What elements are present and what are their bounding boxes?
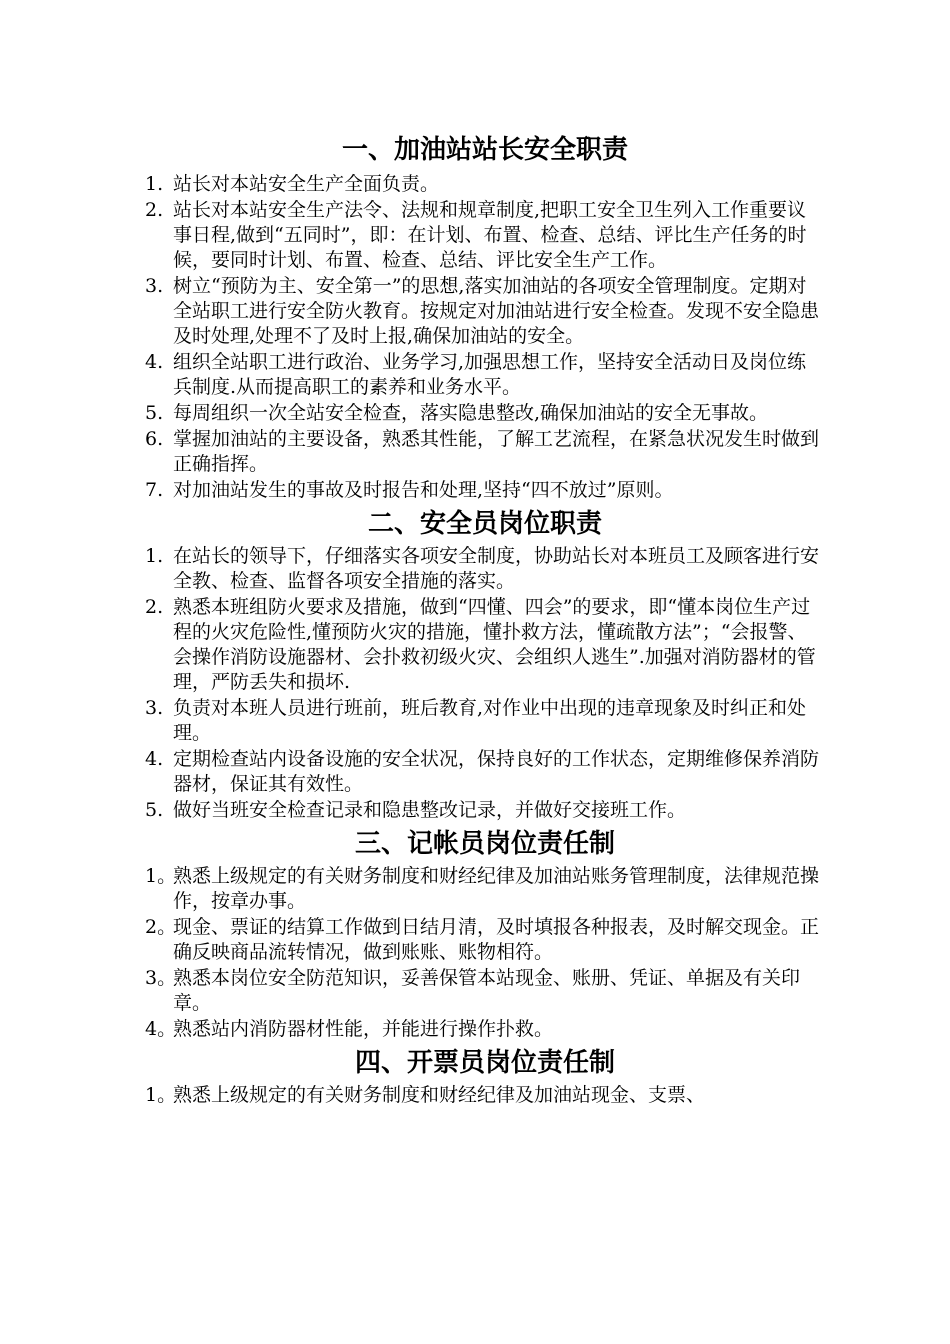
document-page bbox=[145, 130, 825, 1109]
list-item bbox=[145, 966, 825, 1016]
list-item bbox=[145, 747, 825, 797]
item-number: 2. bbox=[145, 596, 164, 618]
item-number: 2。 bbox=[145, 916, 177, 938]
duty-list-safety-officer bbox=[145, 544, 825, 823]
section-title-bookkeeper: 三、记帐员岗位责任制 bbox=[354, 829, 615, 859]
item-number: 1。 bbox=[145, 1084, 177, 1106]
item-text: 组织全站职工进行政治、业务学习,加强思想工作，坚持安全活动日及岗位练兵制度.从而提高职工的素养和业务水平。 bbox=[173, 351, 807, 398]
item-number: 5. bbox=[145, 799, 164, 821]
item-number: 1. bbox=[145, 545, 164, 567]
list-item bbox=[145, 350, 825, 400]
item-text: 掌握加油站的主要设备，熟悉其性能，了解工艺流程，在紧急状况发生时做到正确指挥。 bbox=[173, 428, 820, 475]
item-text: 树立“预防为主、安全第一”的思想,落实加油站的各项安全管理制度。定期对全站职工进行安全防火教育。按规定对加油站进行安全检查。发现不安全隐患及时处理,处理不了及时上报,确保加油站的安全。 bbox=[173, 275, 820, 347]
item-text: 熟悉上级规定的有关财务制度和财经纪律及加油站现金、支票、 bbox=[173, 1084, 706, 1106]
item-number: 1. bbox=[145, 173, 164, 195]
section-title-invoice-clerk: 四、开票员岗位责任制 bbox=[354, 1048, 615, 1078]
list-item bbox=[145, 595, 825, 695]
item-text: 站长对本站安全生产法令、法规和规章制度,把职工安全卫生列入工作重要议事日程,做到“五同时”，即：在计划、布置、检查、总结、评比生产任务的时候，要同时计划、布置、检查、总结、评比安全生产工作。 bbox=[173, 199, 807, 271]
list-item bbox=[145, 198, 825, 273]
item-text: 定期检查站内设备设施的安全状况，保持良好的工作状态，定期维修保养消防器材，保证其有效性。 bbox=[173, 748, 820, 795]
section-title-station-manager: 一、加油站站长安全职责 bbox=[341, 135, 628, 165]
item-number: 7. bbox=[145, 479, 164, 501]
item-number: 3。 bbox=[145, 967, 177, 989]
list-item bbox=[145, 172, 825, 197]
list-item bbox=[145, 401, 825, 426]
item-number: 4. bbox=[145, 351, 164, 373]
item-number: 3. bbox=[145, 275, 164, 297]
section-title-safety-officer: 二、安全员岗位职责 bbox=[367, 509, 602, 539]
item-number: 3. bbox=[145, 697, 164, 719]
item-text: 站长对本站安全生产全面负责。 bbox=[173, 173, 440, 195]
item-text: 熟悉本岗位安全防范知识，妥善保管本站现金、账册、凭证、单据及有关印章。 bbox=[173, 967, 801, 1014]
item-number: 1。 bbox=[145, 865, 177, 887]
item-text: 对加油站发生的事故及时报告和处理,坚持“四不放过”原则。 bbox=[173, 479, 674, 501]
list-item bbox=[145, 864, 825, 914]
item-text: 负责对本班人员进行班前，班后教育,对作业中出现的违章现象及时纠正和处理。 bbox=[173, 697, 807, 744]
item-text: 在站长的领导下，仔细落实各项安全制度，协助站长对本班员工及顾客进行安全教、检查、监督各项安全措施的落实。 bbox=[173, 545, 820, 592]
item-number: 6. bbox=[145, 428, 164, 450]
item-number: 4. bbox=[145, 748, 164, 770]
duty-list-invoice-clerk bbox=[145, 1083, 825, 1108]
item-text: 熟悉上级规定的有关财务制度和财经纪律及加油站账务管理制度，法律规范操作，按章办事。 bbox=[173, 865, 820, 912]
duty-list-bookkeeper bbox=[145, 864, 825, 1042]
list-item bbox=[145, 696, 825, 746]
list-item bbox=[145, 915, 825, 965]
item-text: 熟悉本班组防火要求及措施，做到“四懂、四会”的要求，即“懂本岗位生产过程的火灾危险性,懂预防火灾的措施，懂扑救方法，懂疏散方法”；“会报警、会操作消防设施器材、会扑救初级火灾、会组织人逃生”.加强对消防器材的管理，严防丢失和损坏. bbox=[173, 596, 816, 693]
list-item bbox=[145, 478, 825, 503]
duty-list-station-manager bbox=[145, 172, 825, 503]
item-number: 2. bbox=[145, 199, 164, 221]
item-text: 熟悉站内消防器材性能，并能进行操作扑救。 bbox=[173, 1018, 554, 1040]
list-item bbox=[145, 1083, 825, 1108]
item-number: 4。 bbox=[145, 1018, 177, 1040]
list-item bbox=[145, 427, 825, 477]
list-item bbox=[145, 274, 825, 349]
item-text: 现金、票证的结算工作做到日结月清，及时填报各种报表，及时解交现金。正确反映商品流转情况，做到账账、账物相符。 bbox=[173, 916, 820, 963]
item-number: 5. bbox=[145, 402, 164, 424]
item-text: 每周组织一次全站安全检查，落实隐患整改,确保加油站的安全无事故。 bbox=[173, 402, 769, 424]
list-item bbox=[145, 798, 825, 823]
list-item bbox=[145, 1017, 825, 1042]
item-text: 做好当班安全检查记录和隐患整改记录，并做好交接班工作。 bbox=[173, 799, 687, 821]
list-item bbox=[145, 544, 825, 594]
